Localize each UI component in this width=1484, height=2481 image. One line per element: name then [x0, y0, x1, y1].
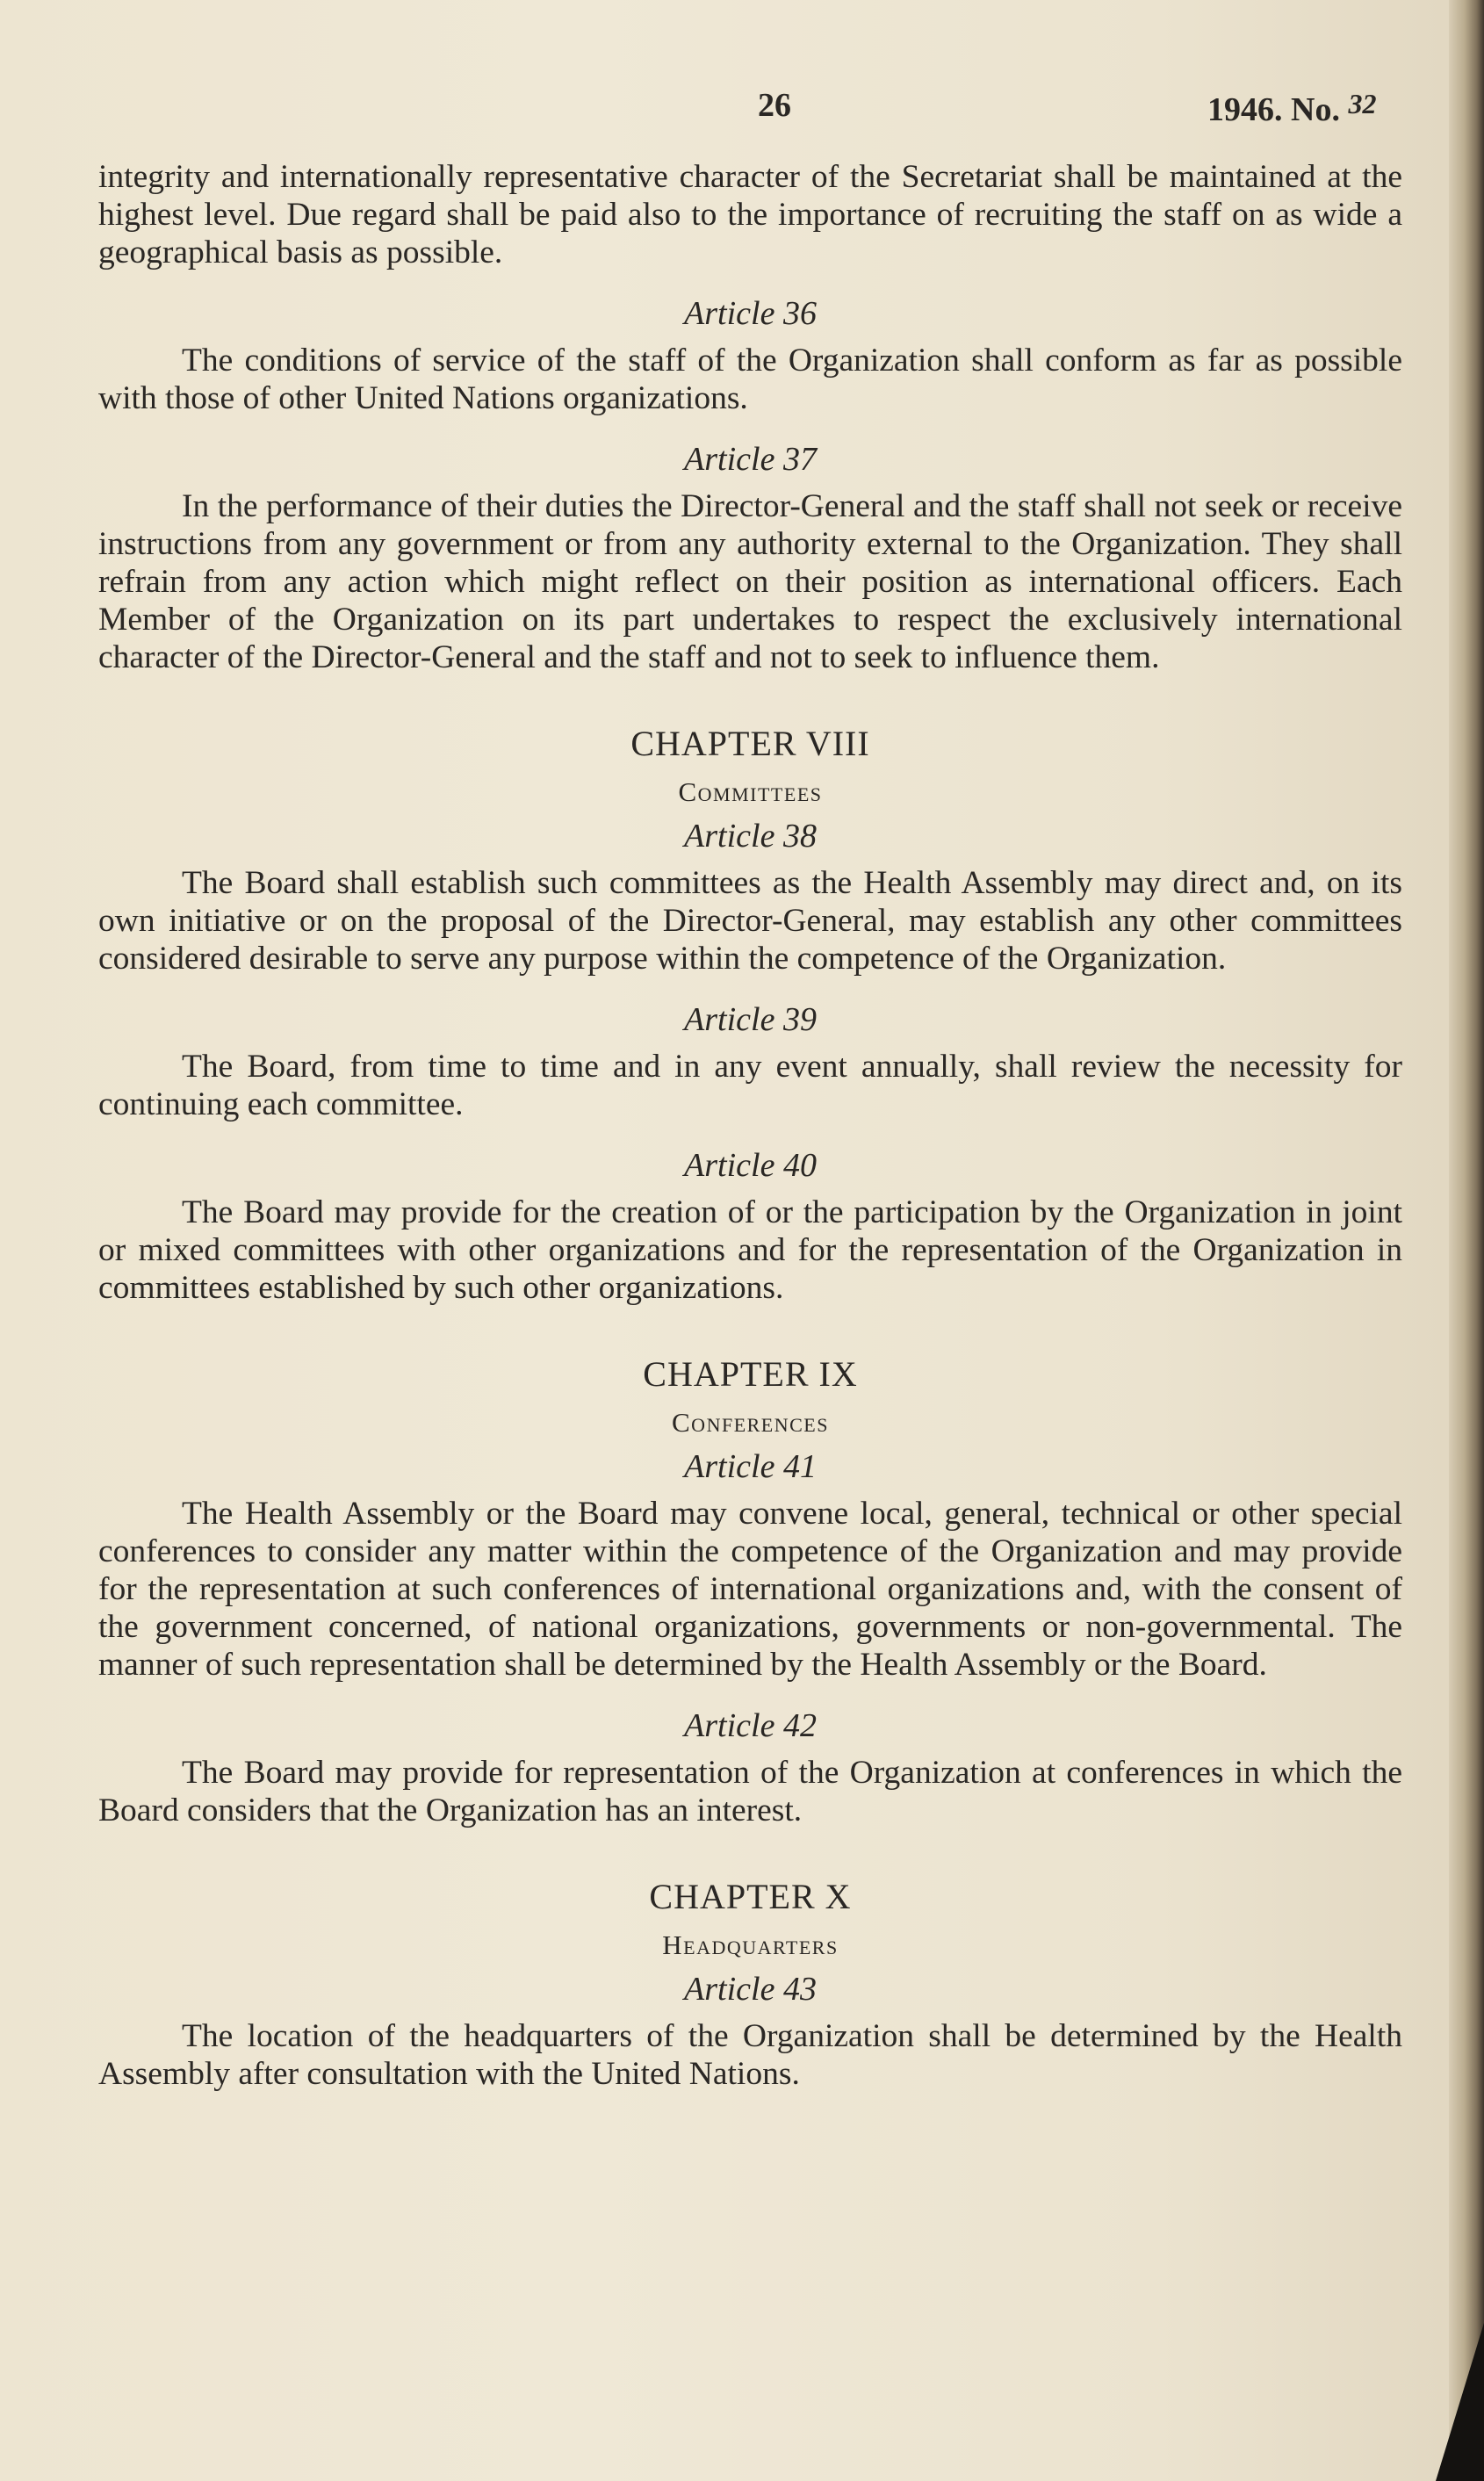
- article-heading: Article 43: [684, 1971, 817, 2008]
- paragraph: The conditions of service of the staff of the Organization shall conform as far as possible with those of other United Nations organizations.: [98, 343, 1402, 416]
- article-heading: Article 37: [684, 441, 817, 478]
- page-header: [0, 86, 1449, 139]
- paragraph: integrity and internationally representative character of the Secretariat shall be maintained at the highest level. Due regard shall be paid also to the importance of recruiting the staff on as wide a geographical basis as possible.: [98, 159, 1402, 270]
- article-heading: Article 36: [684, 295, 817, 332]
- chapter-subtitle: Committees: [678, 776, 823, 807]
- article-heading: Article 39: [684, 1001, 817, 1038]
- paragraph: The Health Assembly or the Board may convene local, general, technical or other special conferences to consider any matter within the competence of the Organization and may provide for the representation at such conferences of international organizations and, with the consent of the government concerned, of national organizations, governments or non-governmental. The manner of such representation shall be determined by the Health Assembly or the Board.: [98, 1496, 1402, 1683]
- page-number: 26: [758, 87, 791, 124]
- document-body: [98, 158, 1402, 2093]
- series-number: 32: [1348, 88, 1377, 119]
- paragraph: The location of the headquarters of the Organization shall be determined by the Health Assembly after consultation with the United Nations.: [98, 2018, 1402, 2092]
- page-corner-shadow: [1436, 2323, 1484, 2481]
- chapter-heading: CHAPTER VIII: [630, 724, 870, 763]
- article-heading: Article 41: [684, 1448, 817, 1485]
- chapter-subtitle: Conferences: [672, 1407, 829, 1438]
- chapter-heading: CHAPTER IX: [643, 1354, 858, 1394]
- series-reference: [1207, 88, 1376, 129]
- page-edge-shadow: [1449, 0, 1484, 2481]
- paragraph: The Board, from time to time and in any event annually, shall review the necessity for continuing each committee.: [98, 1049, 1402, 1122]
- chapter-subtitle: Headquarters: [662, 1929, 839, 1960]
- paragraph: The Board may provide for representation of the Organization at conferences in which the Board considers that the Organization has an interest.: [98, 1755, 1402, 1828]
- series-label: 1946. No.: [1207, 91, 1340, 128]
- paragraph: The Board may provide for the creation of or the participation by the Organization in joint or mixed committees with other organizations and for the representation of the Organization in committees established by such other organizations.: [98, 1194, 1402, 1306]
- article-heading: Article 42: [684, 1707, 817, 1744]
- article-heading: Article 38: [684, 818, 817, 855]
- paragraph: In the performance of their duties the Director-General and the staff shall not seek or receive instructions from any government or from any authority external to the Organization. They shall refrain from any action which might reflect on their position as international officers. Each Member of the Organization on its part undertakes to respect the exclusively international character of the Director-General and the staff and not to seek to influence them.: [98, 488, 1402, 675]
- chapter-heading: CHAPTER X: [649, 1877, 852, 1916]
- article-heading: Article 40: [684, 1147, 817, 1184]
- paragraph: The Board shall establish such committees as the Health Assembly may direct and, on its own initiative or on the proposal of the Director-General, may establish any other committees considered desirable to serve any purpose within the competence of the Organization.: [98, 865, 1402, 977]
